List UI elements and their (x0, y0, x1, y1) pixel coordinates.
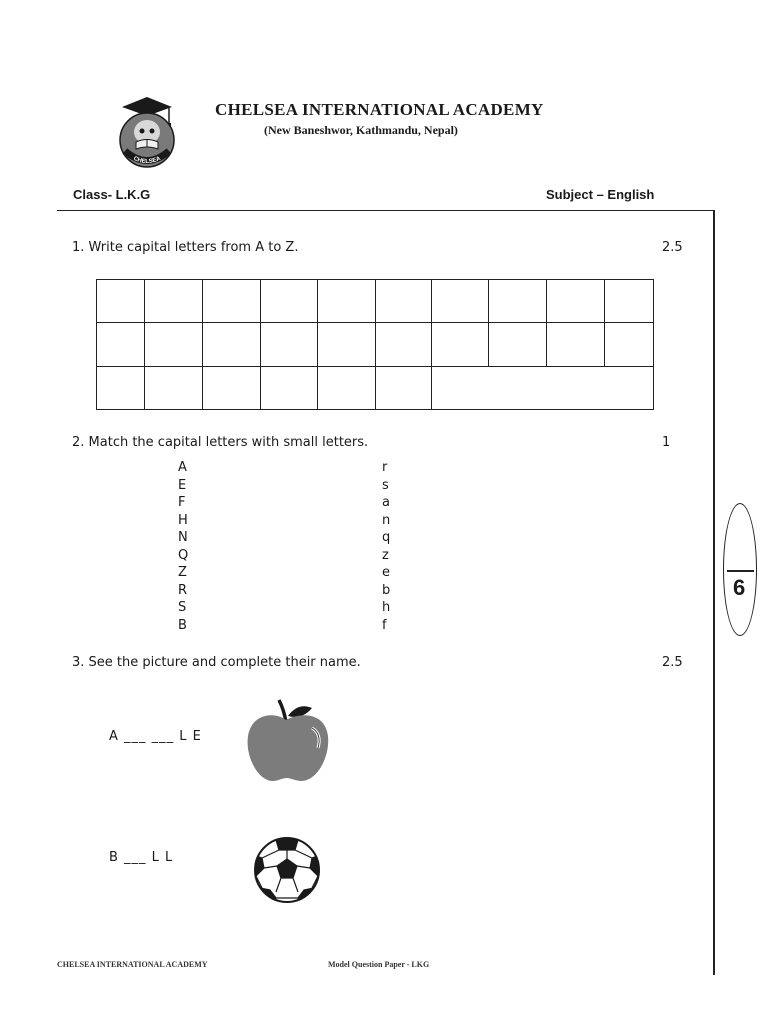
small-letter: e (382, 565, 390, 580)
subject-label: Subject – English (546, 187, 655, 202)
footer-school: CHELSEA INTERNATIONAL ACADEMY (57, 960, 208, 969)
apple-icon (246, 698, 330, 784)
school-address: (New Baneshwor, Kathmandu, Nepal) (264, 123, 458, 137)
capital-letter: F (178, 495, 186, 510)
margin-line (713, 210, 715, 975)
small-letter: r (382, 460, 388, 475)
question-3-text: 3. See the picture and complete their name. (72, 655, 361, 670)
small-letter: b (382, 582, 391, 598)
ball-word-blank: B ___ L L (109, 850, 174, 865)
question-2-marks: 1 (662, 435, 671, 450)
class-label: Class- L.K.G (73, 187, 151, 202)
football-icon (252, 836, 322, 904)
header-divider (57, 210, 715, 211)
small-letter: n (382, 512, 391, 528)
small-letters-list (382, 459, 390, 634)
school-name: CHELSEA INTERNATIONAL ACADEMY (215, 100, 544, 119)
capital-letter: S (178, 600, 187, 615)
oval-divider (727, 570, 754, 572)
capital-letter: Z (178, 565, 187, 580)
question-1-text: 1. Write capital letters from A to Z. (72, 240, 299, 255)
small-letter: s (382, 477, 389, 493)
school-logo (116, 96, 178, 170)
small-letter: a (382, 495, 390, 510)
capital-letter: A (178, 460, 187, 475)
capital-letters-list (178, 459, 188, 634)
question-2-text: 2. Match the capital letters with small letters. (72, 435, 369, 450)
svg-text:CHELSEA: CHELSEA (132, 155, 162, 166)
question-3-marks: 2.5 (662, 655, 683, 670)
capital-letter: E (178, 477, 187, 493)
letter-grid[interactable] (96, 279, 655, 411)
question-1-marks: 2.5 (662, 240, 683, 255)
footer-paper-title: Model Question Paper - LKG (328, 960, 430, 969)
capital-letter: H (178, 512, 188, 528)
capital-letter: Q (178, 547, 189, 563)
capital-letter: R (178, 582, 188, 598)
capital-letter: B (178, 617, 187, 633)
apple-word-blank: A ___ ___ L E (109, 729, 202, 744)
capital-letter: N (178, 530, 188, 545)
small-letter: h (382, 600, 391, 615)
small-letter: z (382, 547, 389, 563)
side-number: 6 (733, 575, 746, 600)
small-letter: f (382, 617, 387, 633)
small-letter: q (382, 530, 391, 545)
